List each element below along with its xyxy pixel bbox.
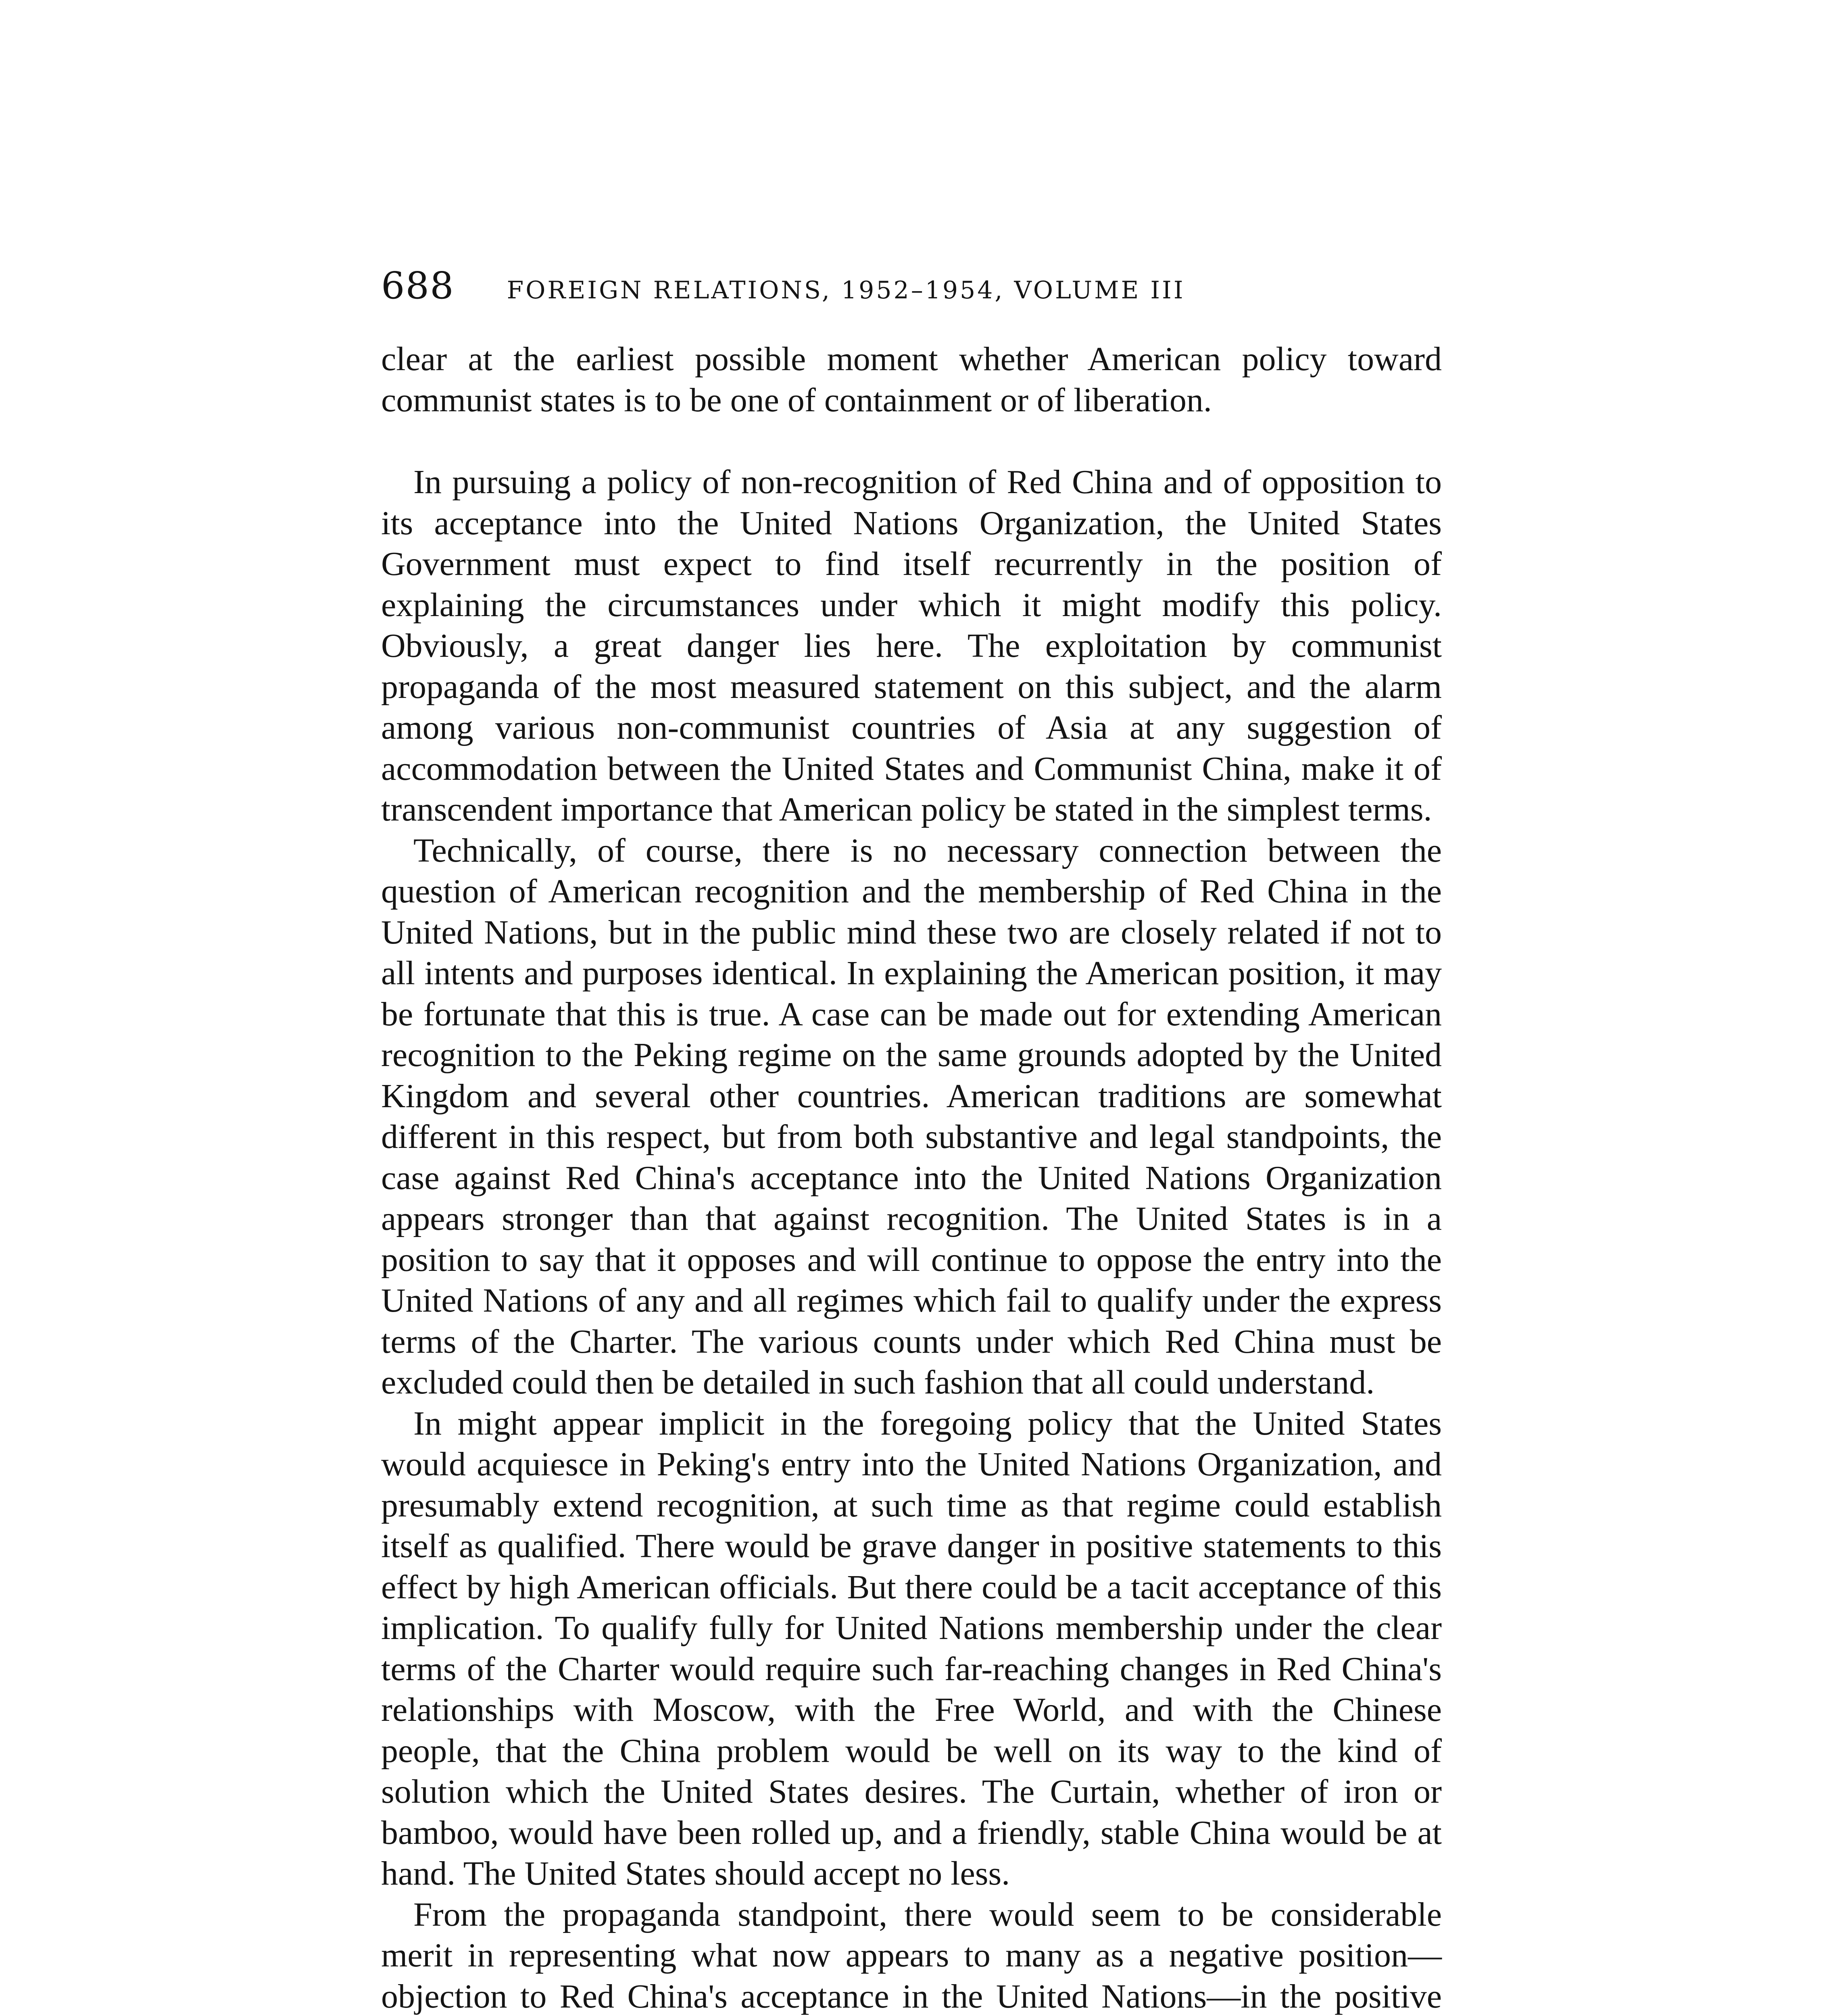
page-header (381, 264, 1442, 312)
paragraph: In might appear implicit in the foregoing policy that the United States would acquiesce in Peking's entry into the United Nations Organization, and presumably extend recognition, at such time as that regime could establish itself as qualified. There would be grave danger in positive statements to this effect by high American officials. But there could be a tacit acceptance of this implication. To qualify fully for United Nations membership under the clear terms of the Charter would require such far-reaching changes in Red China's relationships with Moscow, with the Free World, and with the Chinese people, that the China problem would be well on its way to the kind of solution which the United States desires. The Curtain, whether of iron or bamboo, would have been rolled up, and a friendly, stable China would be at hand. The United States should accept no less. (381, 1404, 1442, 1892)
body-text (381, 339, 1442, 2016)
paragraph-continuation: clear at the earliest possible moment whether American policy toward communist states is to be one of containment or of liberation. (381, 340, 1442, 419)
running-head: FOREIGN RELATIONS, 1952–1954, VOLUME III (507, 276, 1185, 304)
paragraph: From the propaganda standpoint, there would seem to be considerable merit in representing what now appears to many as a negative position—objection to Red China's acceptance in the United Nations—in the positive (381, 1895, 1442, 2015)
page-number: 688 (381, 264, 455, 307)
paragraph: In pursuing a policy of non-recognition of Red China and of opposition to its acceptance into the United Nations Organization, the United States Government must expect to find itself recurrently in the position of explaining the circumstances under which it might modify this policy. Obviously, a great danger lies here. The exploitation by communist propaganda of the most measured statement on this subject, and the alarm among various non-communist countries of Asia at any suggestion of accommodation between the United States and Communist China, make it of transcendent importance that American policy be stated in the simplest terms. (381, 463, 1442, 828)
paragraph: Technically, of course, there is no necessary connection between the question of American recognition and the membership of Red China in the United Nations, but in the public mind these two are closely related if not to all intents and purposes identical. In explaining the American position, it may be fortunate that this is true. A case can be made out for extending American recognition to the Peking regime on the same grounds adopted by the United Kingdom and several other countries. American traditions are somewhat different in this respect, but from both substantive and legal standpoints, the case against Red China's acceptance into the United Nations Organization appears stronger than that against recognition. The United States is in a position to say that it opposes and will continue to oppose the entry into the United Nations of any and all regimes which fail to qualify under the express terms of the Charter. The various counts under which Red China must be excluded could then be detailed in such fashion that all could understand. (381, 831, 1442, 1401)
